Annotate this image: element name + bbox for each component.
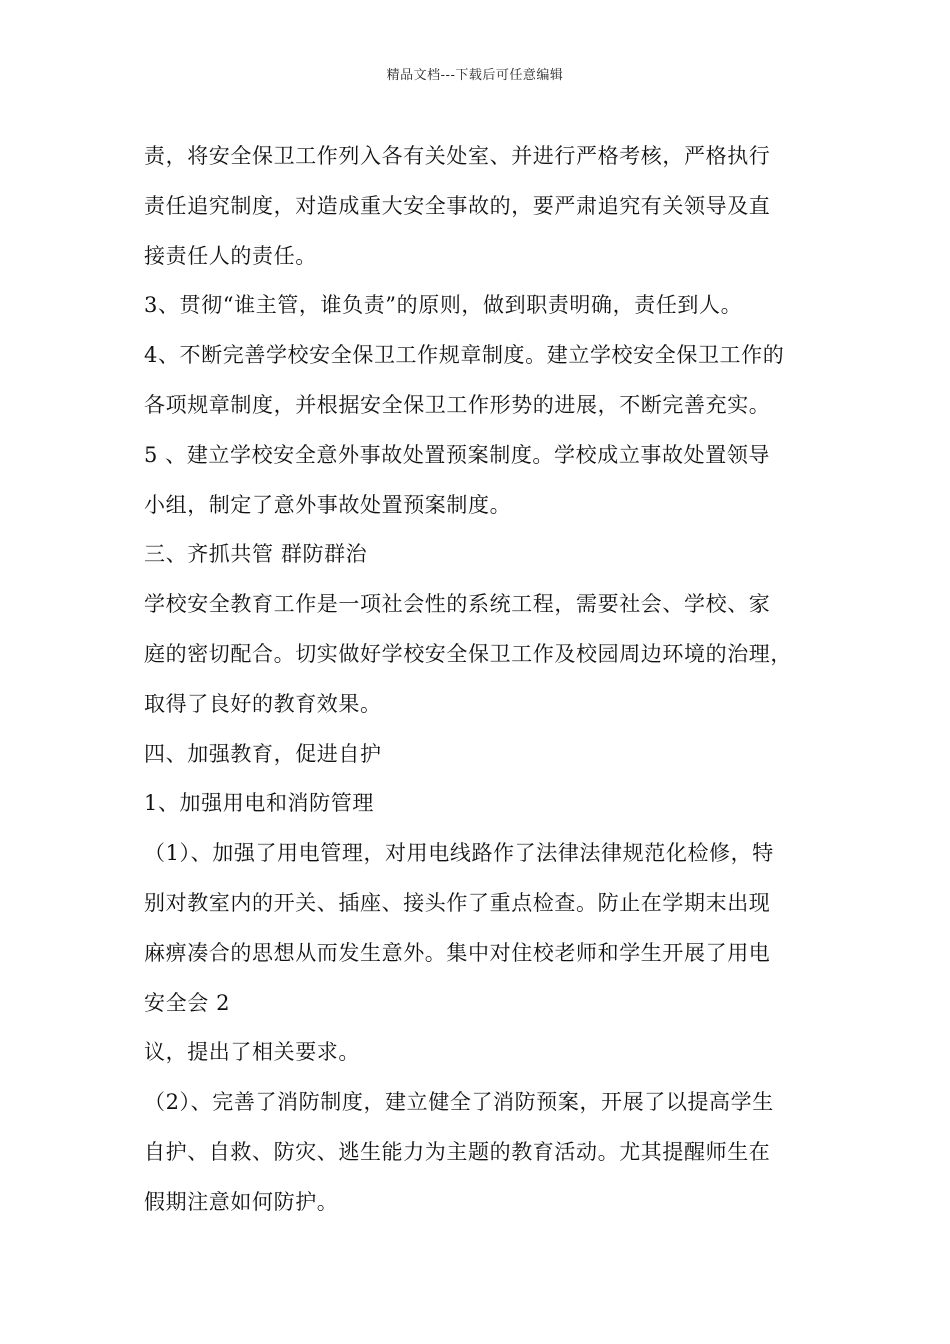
text-line: 接责任人的责任。 [144, 243, 317, 268]
text-line: 自护、自救、防灾、逃生能力为主题的教育活动。尤其提醒师生在 [144, 1139, 771, 1164]
text-line: 取得了良好的教育效果。 [144, 691, 382, 716]
text-line: 假期注意如何防护。 [144, 1189, 339, 1214]
section-heading: 四、加强教育，促进自护 [144, 741, 382, 766]
text-line: 责，将安全保卫工作列入各有关处室、并进行严格考核，严格执行 [144, 144, 771, 168]
text-line: 4、不断完善学校安全保卫工作规章制度。建立学校安全保卫工作的 [144, 343, 785, 368]
text-line: 安全会 2 [144, 990, 231, 1015]
text-line: 别对教室内的开关、插座、接头作了重点检查。防止在学期末出现 [144, 890, 771, 915]
document-body [144, 132, 814, 1228]
text-line: 3、贯彻“谁主管，谁负责”的原则，做到职责明确，责任到人。 [144, 293, 743, 318]
text-line: （2）、完善了消防制度，建立健全了消防预案，开展了以提高学生 [144, 1090, 774, 1115]
text-line: 麻痹凑合的思想从而发生意外。集中对住校老师和学生开展了用电 [144, 940, 771, 965]
section-heading: 三、齐抓共管 群防群治 [144, 542, 368, 567]
text-line: 学校安全教育工作是一项社会性的系统工程，需要社会、学校、家 [144, 592, 771, 617]
page-header: 精品文档---下载后可任意编辑 [386, 68, 564, 83]
text-line: 各项规章制度，并根据安全保卫工作形势的进展，不断完善充实。 [144, 392, 771, 417]
text-line: 责任追究制度，对造成重大安全事故的，要严肃追究有关领导及直 [144, 193, 771, 218]
text-line: 5 、建立学校安全意外事故处置预案制度。学校成立事故处置领导 [144, 442, 771, 467]
text-line: 小组，制定了意外事故处置预案制度。 [144, 492, 512, 517]
text-line: 议，提出了相关要求。 [144, 1040, 360, 1065]
subsection-heading: 1、加强用电和消防管理 [144, 791, 374, 816]
text-line: 庭的密切配合。切实做好学校安全保卫工作及校园周边环境的治理， [144, 641, 792, 666]
text-line: （1）、加强了用电管理，对用电线路作了法律法律规范化检修，特 [144, 841, 774, 866]
